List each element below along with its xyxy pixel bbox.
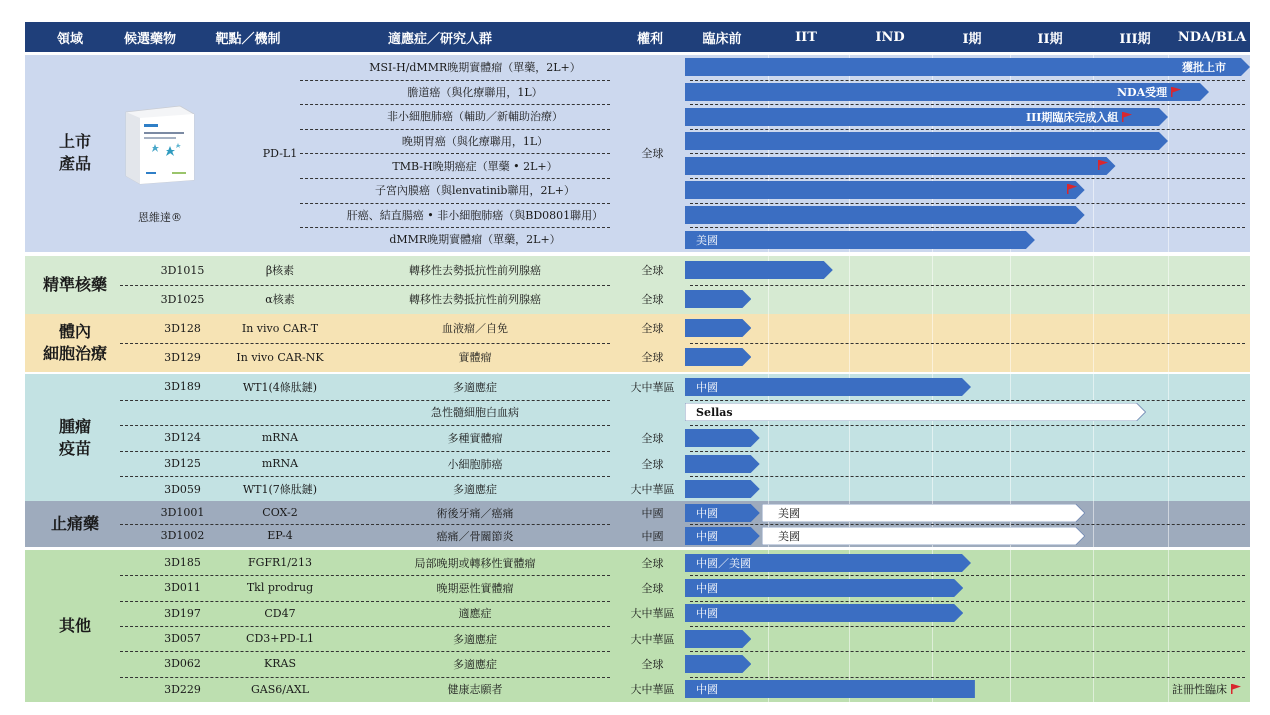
indication: 急性髓細胞白血病 xyxy=(431,406,519,420)
indication: 非小細胞肺癌（輔助／新輔助治療） xyxy=(387,110,563,124)
row-separator xyxy=(690,626,1245,627)
bar-label: 美國 xyxy=(696,233,718,247)
bar-label: 中國 xyxy=(696,607,718,621)
target-mechanism: FGFR1/213 xyxy=(247,556,313,570)
rights xyxy=(620,400,685,426)
phase-divider xyxy=(1010,374,1011,502)
rights: 全球 xyxy=(641,264,664,278)
row-separator xyxy=(690,285,1245,286)
target-mechanism: Tkl prodrug xyxy=(246,581,314,595)
row-separator xyxy=(690,476,1245,477)
target-mechanism: KRAS xyxy=(264,657,296,671)
column-header-1: 候選藥物 xyxy=(123,31,176,47)
drug-name: 恩維達® xyxy=(138,211,182,224)
row-separator xyxy=(690,80,1245,81)
phase-divider xyxy=(1093,374,1094,502)
row-separator xyxy=(690,575,1245,576)
registration-note: 註冊性臨床 xyxy=(1172,680,1242,698)
progress-bar xyxy=(685,181,1085,199)
bar-label: Sellas xyxy=(696,405,733,419)
flag-icon xyxy=(1066,183,1078,195)
row-separator xyxy=(690,153,1245,154)
progress-bar xyxy=(685,319,751,337)
progress-bar xyxy=(685,378,971,396)
target-mechanism: α核素 xyxy=(265,293,295,307)
row-separator xyxy=(690,524,1245,525)
column-header-10: III期 xyxy=(1119,31,1151,47)
progress-bar xyxy=(685,403,1146,421)
bar-label: 中國／美國 xyxy=(696,556,751,570)
section-domain-label: 其他 xyxy=(58,615,91,635)
indication: 局部晚期或轉移性實體瘤 xyxy=(414,556,536,570)
target-mechanism: WT1(7條肽鏈) xyxy=(242,483,318,497)
row-separator xyxy=(690,104,1245,105)
indication: 小細胞肺癌 xyxy=(447,457,503,471)
target-mechanism: PD-L1 xyxy=(262,146,298,160)
row-separator xyxy=(690,400,1245,401)
bar-label: 中國 xyxy=(696,380,718,394)
drug-code: 3D189 xyxy=(164,380,201,394)
progress-bar xyxy=(685,58,1250,76)
indication: 多適應症 xyxy=(453,483,497,497)
bar-label: 獲批上市 xyxy=(1182,61,1226,75)
indication: 多適應症 xyxy=(453,380,497,394)
indication: 血液瘤／自免 xyxy=(442,322,508,336)
drug-code: 3D1002 xyxy=(160,529,205,542)
rights: 全球 xyxy=(641,457,664,471)
drug-code: 3D125 xyxy=(164,457,201,471)
column-header-2: 靶點／機制 xyxy=(215,31,281,47)
column-header-0: 領域 xyxy=(56,31,83,47)
section-domain-label: 精準核藥 xyxy=(42,274,107,294)
target-mechanism: In vivo CAR-T xyxy=(241,321,319,335)
column-header-8: I期 xyxy=(962,31,982,47)
indication: 轉移性去勢抵抗性前列腺癌 xyxy=(409,264,541,278)
drug-code xyxy=(135,400,230,426)
row-separator xyxy=(690,178,1245,179)
drug-code: 3D1015 xyxy=(160,263,205,277)
indication: 多適應症 xyxy=(453,657,497,671)
bar-label: 中國 xyxy=(696,581,718,595)
progress-bar xyxy=(685,290,751,308)
target-mechanism: GAS6/AXL xyxy=(250,682,310,696)
progress-bar xyxy=(685,261,833,279)
target-mechanism xyxy=(230,400,330,426)
drug-code: 3D229 xyxy=(164,682,201,696)
column-header-9: II期 xyxy=(1037,31,1063,47)
rights: 全球 xyxy=(641,657,664,671)
indication: 多適應症 xyxy=(453,632,497,646)
drug-code: 3D185 xyxy=(164,556,201,570)
indication: MSI-H/dMMR晚期實體瘤（單藥，2L+） xyxy=(369,61,581,75)
indication: 晚期惡性實體瘤 xyxy=(436,581,514,595)
drug-code: 3D128 xyxy=(164,321,201,335)
row-separator xyxy=(690,129,1245,130)
rights: 全球 xyxy=(641,293,664,307)
rights: 大中華區 xyxy=(630,483,675,497)
indication: 子宮內膜癌（與lenvatinib聯用，2L+） xyxy=(375,184,575,198)
row-separator xyxy=(690,651,1245,652)
progress-bar xyxy=(685,348,751,366)
column-header-5: 臨床前 xyxy=(702,31,742,47)
bar-region-label: 美國 xyxy=(778,529,800,543)
indication: 肝癌、結直腸癌 • 非小細胞肺癌（與BD0801聯用） xyxy=(346,208,604,222)
rights: 大中華區 xyxy=(630,632,675,646)
progress-bar xyxy=(685,680,975,698)
rights: 中國 xyxy=(641,506,664,520)
indication: 癌痛／骨關節炎 xyxy=(436,529,514,543)
rights: 大中華區 xyxy=(630,380,675,394)
flag-icon xyxy=(1170,86,1182,98)
indication: dMMR晚期實體瘤（單藥，2L+） xyxy=(389,233,561,247)
target-mechanism: EP-4 xyxy=(267,529,293,542)
progress-bar xyxy=(685,655,751,673)
phase-divider xyxy=(1168,374,1169,502)
flag-icon xyxy=(1097,159,1109,171)
rights: 全球 xyxy=(641,581,664,595)
target-mechanism: CD47 xyxy=(264,606,296,620)
drug-code: 3D1001 xyxy=(160,506,205,519)
flag-icon xyxy=(1230,683,1242,695)
indication: 多種實體瘤 xyxy=(447,431,503,445)
row-separator xyxy=(690,451,1245,452)
progress-bar-extension xyxy=(762,504,1085,522)
product-box-image xyxy=(120,100,200,185)
section-domain-label: 止痛藥 xyxy=(50,514,99,533)
drug-code: 3D059 xyxy=(164,482,201,496)
progress-bar xyxy=(685,206,1085,224)
row-separator xyxy=(690,601,1245,602)
progress-bar xyxy=(685,480,760,498)
progress-bar-extension xyxy=(762,527,1085,545)
bar-label: 中國 xyxy=(696,683,718,697)
row-separator xyxy=(690,677,1245,678)
target-mechanism: In vivo CAR-NK xyxy=(236,350,324,364)
indication: TMB-H晚期癌症（單藥 • 2L+） xyxy=(392,159,558,173)
section-domain-label: 腫瘤 疫苗 xyxy=(58,417,91,458)
target-mechanism: mRNA xyxy=(261,431,299,445)
progress-bar xyxy=(685,579,963,597)
rights: 大中華區 xyxy=(630,607,675,621)
indication: 實體瘤 xyxy=(458,351,492,365)
rights: 全球 xyxy=(641,322,664,336)
progress-bar xyxy=(685,604,963,622)
bar-label: III期臨床完成入組 xyxy=(1026,108,1133,126)
bar-label: NDA受理 xyxy=(1117,83,1182,101)
progress-bar xyxy=(685,630,751,648)
drug-code: 3D124 xyxy=(164,431,201,445)
section-domain-label: 體內 細胞治療 xyxy=(42,321,107,363)
row-separator xyxy=(690,425,1245,426)
column-header-7: IND xyxy=(875,29,905,45)
column-header-11: NDA/BLA xyxy=(1177,29,1247,45)
drug-code: 3D011 xyxy=(164,581,201,595)
row-separator xyxy=(690,343,1245,344)
section-domain-label: 上市 產品 xyxy=(58,132,91,174)
rights: 全球 xyxy=(641,351,664,365)
rights: 全球 xyxy=(641,431,664,445)
bar-label: 中國 xyxy=(696,529,718,543)
row-separator xyxy=(690,203,1245,204)
indication: 術後牙痛／癌痛 xyxy=(436,506,514,520)
indication: 適應症 xyxy=(458,607,492,621)
drug-code: 3D129 xyxy=(164,350,201,364)
rights: 大中華區 xyxy=(630,683,675,697)
progress-bar xyxy=(685,231,1035,249)
target-mechanism: β核素 xyxy=(265,264,295,278)
progress-bar xyxy=(685,157,1116,175)
rights: 全球 xyxy=(641,556,664,570)
progress-bar xyxy=(685,429,760,447)
indication: 轉移性去勢抵抗性前列腺癌 xyxy=(409,293,541,307)
drug-code: 3D062 xyxy=(164,657,201,671)
column-header-4: 權利 xyxy=(636,31,663,47)
target-mechanism: mRNA xyxy=(261,457,299,471)
bar-region-label: 美國 xyxy=(778,506,800,520)
drug-code: 3D1025 xyxy=(160,292,205,306)
column-header-3: 適應症／研究人群 xyxy=(388,31,493,47)
target-mechanism: CD3+PD-L1 xyxy=(246,632,314,646)
rights: 全球 xyxy=(641,147,664,161)
rights: 中國 xyxy=(641,529,664,543)
drug-code: 3D197 xyxy=(164,606,201,620)
row-separator xyxy=(690,227,1245,228)
flag-icon xyxy=(1121,111,1133,123)
target-mechanism: COX-2 xyxy=(262,506,298,519)
target-mechanism: WT1(4條肽鏈) xyxy=(242,380,318,394)
progress-bar xyxy=(685,455,760,473)
indication: 健康志願者 xyxy=(447,683,503,697)
bar-label: 中國 xyxy=(696,506,718,520)
drug-code: 3D057 xyxy=(164,632,201,646)
column-header-6: IIT xyxy=(795,29,817,45)
indication: 膽道癌（與化療聯用，1L） xyxy=(407,85,543,99)
indication: 晚期胃癌（與化療聯用，1L） xyxy=(401,135,549,149)
progress-bar xyxy=(685,132,1168,150)
